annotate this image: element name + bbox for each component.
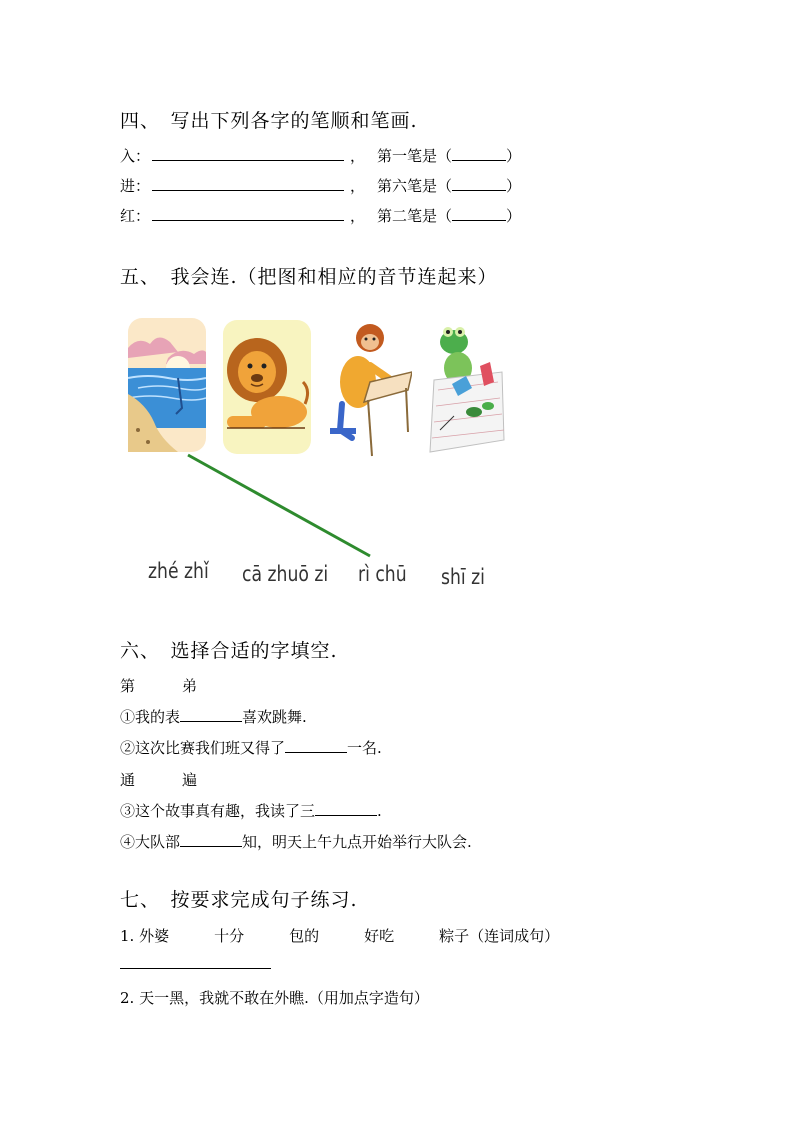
stroke-answer-blank[interactable] [452, 178, 506, 191]
pinyin-label-2[interactable]: cā zhuō zi [242, 562, 329, 586]
sentence-text: 知，明天上午九点开始举行大队会. [242, 833, 472, 851]
pinyin-label-4[interactable]: shī zi [441, 565, 485, 589]
stroke-order-blank[interactable] [152, 146, 344, 161]
comma: ， [350, 177, 366, 195]
q4-row-2 [120, 175, 521, 196]
q6-choice-group-2 [120, 769, 197, 790]
sentence-text: ②这次比赛我们班又得了 [120, 739, 286, 757]
fill-blank[interactable] [285, 740, 347, 753]
choice-char: 遍 [182, 771, 198, 789]
q4-char: 红： [120, 207, 151, 225]
q4-char: 入： [120, 147, 151, 165]
q6-sentence-2 [120, 737, 382, 758]
fill-blank[interactable] [180, 709, 242, 722]
q6-sentence-3 [120, 800, 382, 821]
stroke-order-blank[interactable] [152, 206, 344, 221]
q7-item-1: 1. 外婆 十分 包的 好吃 粽子（连词成句） [120, 927, 560, 945]
sentence-text: 一名. [347, 739, 382, 757]
stroke-prompt: 第一笔是（ [377, 147, 453, 165]
stroke-order-blank[interactable] [152, 176, 344, 191]
sentence-text: ④大队部 [120, 833, 181, 851]
q4-row-3 [120, 205, 521, 226]
q6-title: 六、 选择合适的字填空. [120, 640, 338, 662]
monkey-at-desk-picture[interactable] [330, 320, 412, 458]
choice-char: 第 [120, 677, 136, 695]
choice-char: 弟 [182, 677, 198, 695]
pinyin-label-1[interactable]: zhé zhǐ [148, 559, 209, 583]
pinyin-label-3[interactable]: rì chū [358, 562, 407, 586]
sentence-text: . [377, 802, 382, 820]
fill-blank[interactable] [180, 834, 242, 847]
q6-sentence-1 [120, 706, 307, 727]
paren-close: ） [506, 147, 522, 165]
comma: ， [350, 147, 366, 165]
q7-item-2: 2. 天一黑，我就不敢在外瞧.（用加点字造句） [120, 989, 429, 1007]
fill-blank[interactable] [315, 803, 377, 816]
answer-line[interactable] [120, 968, 271, 969]
q5-title: 五、 我会连.（把图和相应的音节连起来） [120, 266, 498, 288]
stroke-prompt: 第二笔是（ [377, 207, 453, 225]
comma: ， [350, 207, 366, 225]
sentence-text: 喜欢跳舞. [242, 708, 307, 726]
q4-title: 四、 写出下列各字的笔顺和笔画. [120, 110, 418, 132]
frog-at-table-picture[interactable] [428, 320, 506, 460]
q6-choice-group-1 [120, 675, 197, 696]
lion-picture[interactable] [223, 320, 311, 454]
q4-char: 进： [120, 177, 151, 195]
choice-char: 通 [120, 771, 136, 789]
stroke-answer-blank[interactable] [452, 148, 506, 161]
stroke-answer-blank[interactable] [452, 208, 506, 221]
sentence-text: ③这个故事真有趣，我读了三 [120, 802, 316, 820]
sunrise-sea-picture[interactable] [128, 318, 206, 452]
stroke-prompt: 第六笔是（ [377, 177, 453, 195]
q6-sentence-4 [120, 831, 472, 852]
paren-close: ） [506, 177, 522, 195]
paren-close: ） [506, 207, 522, 225]
sentence-text: ①我的表 [120, 708, 181, 726]
q4-row-1 [120, 145, 521, 166]
q7-title: 七、 按要求完成句子练习. [120, 889, 358, 911]
